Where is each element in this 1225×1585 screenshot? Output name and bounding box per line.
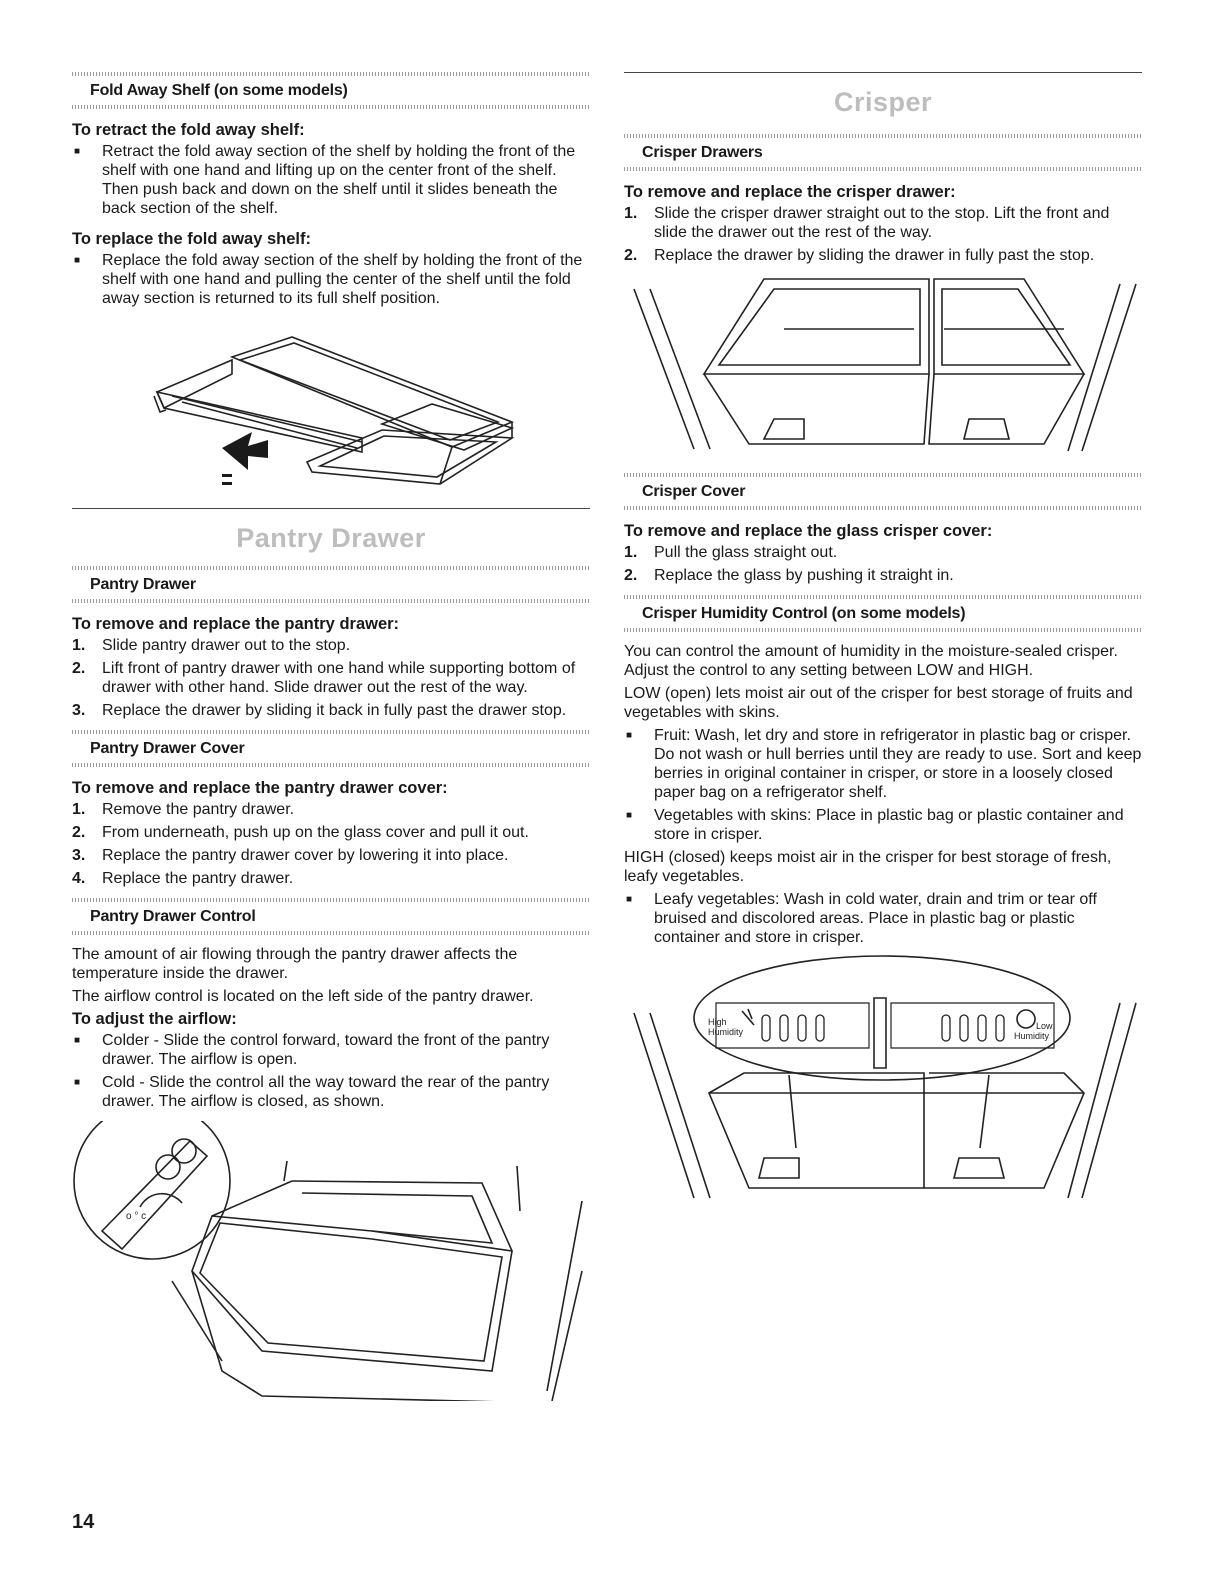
low-label: Low bbox=[1036, 1021, 1053, 1031]
humidity-label: Humidity bbox=[708, 1027, 744, 1037]
fold-shelf-subhead: Fold Away Shelf (on some models) bbox=[90, 82, 348, 99]
pantry-task-title: To remove and replace the pantry drawer: bbox=[72, 615, 400, 633]
humidity-paragraph: You can control the amount of humidity in the moisture-sealed crisper. Adjust the control to any setting between LOW and HIGH. bbox=[624, 643, 1118, 679]
list-item: 2. Lift front of pantry drawer with one hand while supporting bottom of drawer with other hand. Slide drawer out the rest of the way. bbox=[72, 660, 576, 696]
fold-away-shelf-illustration bbox=[72, 312, 590, 492]
list-item: ■ Cold - Slide the control all the way toward the rear of the pantry drawer. The airflow is closed, as shown. bbox=[72, 1073, 590, 1111]
humidity-paragraph: LOW (open) lets moist air out of the crisper for best storage of fruits and vegetables with skins. bbox=[624, 685, 1133, 721]
list-item: 2. From underneath, push up on the glass cover and pull it out. bbox=[72, 824, 529, 841]
crisper-task-title: To remove and replace the crisper drawer: bbox=[624, 183, 956, 201]
list-item: ■ Colder - Slide the control forward, toward the front of the pantry drawer. The airflow is open. bbox=[72, 1031, 590, 1069]
pantry-cover-steps bbox=[72, 800, 590, 888]
crisper-heading: Crisper bbox=[833, 87, 933, 117]
divider bbox=[624, 628, 1142, 632]
list-item: 1. Slide the crisper drawer straight out to the stop. Lift the front and slide the drawer out the rest of the way. bbox=[624, 205, 1110, 241]
divider bbox=[72, 763, 590, 767]
fruit-icon bbox=[1017, 1010, 1035, 1028]
right-column bbox=[624, 72, 1142, 1203]
crisper-cover-subhead: Crisper Cover bbox=[642, 483, 746, 500]
humidity-label: Humidity bbox=[1014, 1031, 1050, 1041]
pantry-drawer-illustration bbox=[72, 1121, 590, 1401]
section-rule bbox=[624, 72, 1142, 73]
humidity-control-illustration bbox=[624, 953, 1142, 1203]
crisper-drawers-subhead: Crisper Drawers bbox=[642, 144, 763, 161]
crisper-cover-steps bbox=[624, 543, 1142, 585]
divider bbox=[72, 931, 590, 935]
retract-title: To retract the fold away shelf: bbox=[72, 121, 305, 139]
list-item: 1. Remove the pantry drawer. bbox=[72, 801, 295, 818]
airflow-task-title: To adjust the airflow: bbox=[72, 1010, 237, 1028]
control-paragraph: The airflow control is located on the left side of the pantry drawer. bbox=[72, 988, 534, 1005]
leaf-icon bbox=[742, 1009, 754, 1025]
divider bbox=[72, 105, 590, 109]
pantry-steps bbox=[72, 636, 590, 720]
humidity-control-subhead: Crisper Humidity Control (on some models) bbox=[642, 605, 966, 622]
humidity-paragraph: HIGH (closed) keeps moist air in the crisper for best storage of fresh, leafy vegetables. bbox=[624, 849, 1112, 885]
pantry-drawer-subhead: Pantry Drawer bbox=[90, 576, 196, 593]
high-humidity-list bbox=[624, 890, 1142, 947]
pantry-drawer-heading: Pantry Drawer bbox=[236, 523, 426, 553]
airflow-list bbox=[72, 1031, 590, 1111]
high-label: High bbox=[708, 1017, 727, 1027]
divider bbox=[624, 506, 1142, 510]
airflow-symbol-icon: o ° c bbox=[126, 1211, 147, 1222]
divider bbox=[72, 599, 590, 603]
list-item: 1. Pull the glass straight out. bbox=[624, 544, 838, 561]
pantry-cover-task-title: To remove and replace the pantry drawer cover: bbox=[72, 779, 448, 797]
list-item: ■ Vegetables with skins: Place in plastic bag or plastic container and store in crisper. bbox=[624, 806, 1142, 844]
retract-list bbox=[72, 142, 590, 218]
section-rule bbox=[72, 508, 590, 509]
control-paragraph: The amount of air flowing through the pantry drawer affects the temperature inside the drawer. bbox=[72, 946, 518, 982]
left-column bbox=[72, 72, 590, 1401]
pantry-control-subhead: Pantry Drawer Control bbox=[90, 908, 256, 925]
list-item: 3. Replace the drawer by sliding it back in fully past the drawer stop. bbox=[72, 702, 567, 719]
list-item: 1. Slide pantry drawer out to the stop. bbox=[72, 637, 351, 654]
list-item: ■ Retract the fold away section of the shelf by holding the front of the shelf with one hand and lifting up on the center front of the shelf. Then push back and down on the shelf until it slides beneath the back section of the shelf. bbox=[72, 142, 590, 218]
list-item: 2. Replace the drawer by sliding the drawer in fully past the stop. bbox=[624, 247, 1095, 264]
replace-list bbox=[72, 251, 590, 308]
crisper-cover-task-title: To remove and replace the glass crisper cover: bbox=[624, 522, 993, 540]
replace-title: To replace the fold away shelf: bbox=[72, 230, 312, 248]
crisper-drawers-illustration bbox=[624, 269, 1142, 459]
pantry-cover-subhead: Pantry Drawer Cover bbox=[90, 740, 245, 757]
list-item: ■ Fruit: Wash, let dry and store in refrigerator in plastic bag or crisper. Do not wash or hull berries until they are ready to use. Sort and keep berries in original container in crisper, or store in a loosely closed paper bag on a refrigerator shelf. bbox=[624, 726, 1142, 802]
list-item: ■ Replace the fold away section of the shelf by holding the front of the shelf with one hand and pulling the center of the shelf until the fold away section is returned to its full shelf position. bbox=[72, 251, 590, 308]
list-item: 3. Replace the pantry drawer cover by lowering it into place. bbox=[72, 847, 509, 864]
list-item: 2. Replace the glass by pushing it straight in. bbox=[624, 567, 954, 584]
divider bbox=[624, 167, 1142, 171]
low-humidity-list bbox=[624, 726, 1142, 844]
list-item: ■ Leafy vegetables: Wash in cold water, drain and trim or tear off bruised and discolored areas. Place in plastic bag or plastic container and store in crisper. bbox=[624, 890, 1142, 947]
crisper-steps bbox=[624, 204, 1142, 265]
list-item: 4. Replace the pantry drawer. bbox=[72, 870, 294, 887]
page-number: 14 bbox=[72, 1511, 95, 1533]
